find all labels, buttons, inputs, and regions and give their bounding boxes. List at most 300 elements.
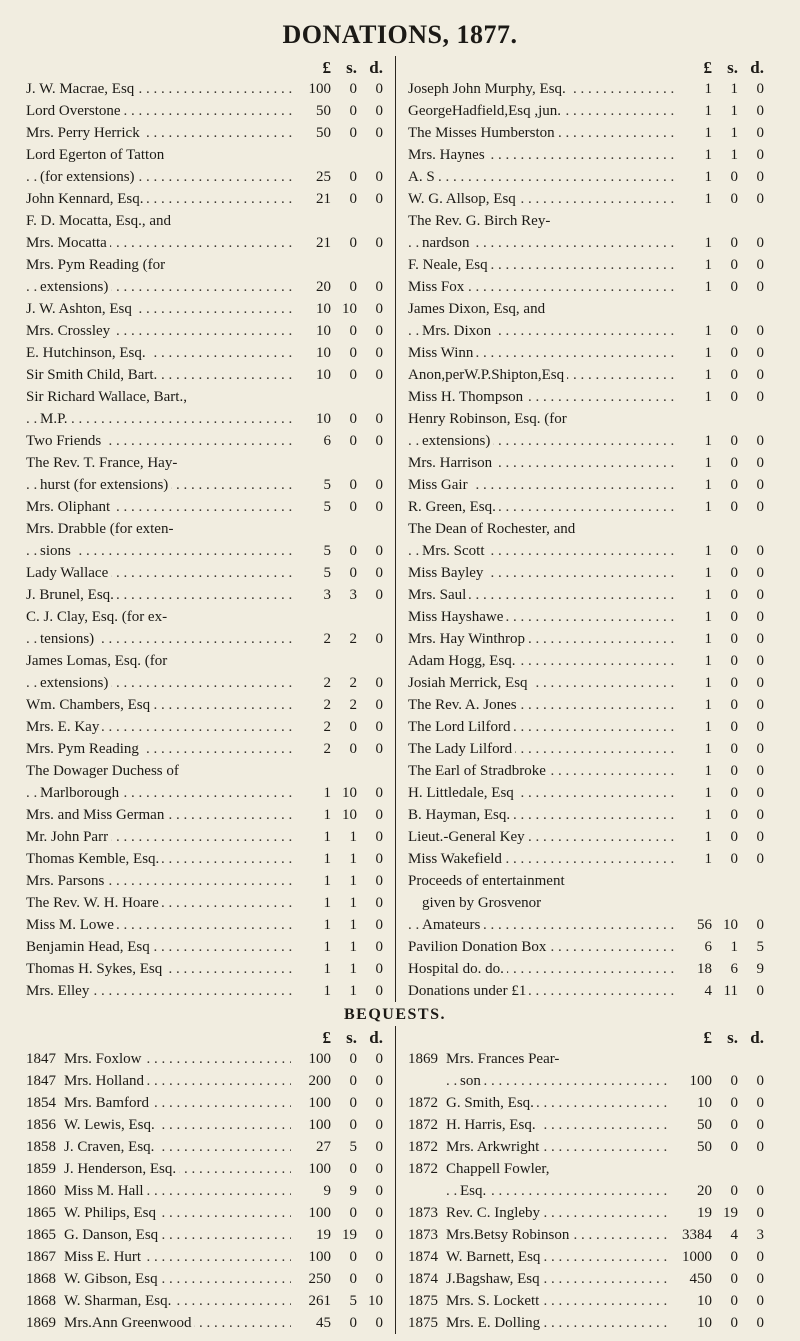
amount-pounds: 1: [704, 389, 712, 405]
amount-pence: 0: [756, 1249, 764, 1265]
amount-pence: 0: [756, 477, 764, 493]
currency-header: £ s. d.: [703, 1028, 764, 1047]
bequest-name: Esq. . . .: [446, 1180, 672, 1202]
amount-pounds: 5: [323, 565, 331, 581]
amount-shillings: 0: [730, 609, 738, 625]
amount-shillings: 0: [730, 257, 738, 273]
amount-shillings: 1: [730, 81, 738, 97]
amount-pounds: 450: [689, 1271, 712, 1287]
amount-shillings: 1: [730, 939, 738, 955]
bequest-row: [408, 1092, 764, 1114]
donor-name: Miss Gair . . .: [408, 474, 676, 496]
donation-row: [408, 78, 764, 100]
amount-shillings: 9: [349, 1183, 357, 1199]
amount-shillings: 0: [349, 719, 357, 735]
donor-name: Mrs. Scott . . .: [408, 540, 676, 562]
donor-name: Lieut.-General Key . . .: [408, 826, 676, 848]
bequest-row: [408, 1180, 764, 1202]
donation-row: [26, 606, 383, 628]
amount-shillings: 0: [730, 191, 738, 207]
bequest-name: Mrs. S. Lockett . . .: [446, 1290, 672, 1312]
donor-name: Mrs. Perry Herrick . . .: [26, 122, 295, 144]
currency-header: £ s. d.: [322, 1028, 383, 1047]
amount-pounds: 2: [323, 719, 331, 735]
amount-shillings: 19: [342, 1227, 357, 1243]
donation-row: [26, 232, 383, 254]
donor-name: Mrs. Saul . . .: [408, 584, 676, 606]
donor-name: Joseph John Murphy, Esq. . . .: [408, 78, 676, 100]
amount-pounds: 6: [323, 433, 331, 449]
amount-pence: 0: [375, 939, 383, 955]
amount-pounds: 2: [323, 675, 331, 691]
donor-name: Miss Wakefield . . .: [408, 848, 676, 870]
amount-pence: 0: [756, 543, 764, 559]
amount-pounds: 1: [704, 125, 712, 141]
amount-pounds: 2: [323, 741, 331, 757]
amount-pence: 0: [375, 587, 383, 603]
amount-shillings: 1: [349, 917, 357, 933]
amount-pounds: 19: [316, 1227, 331, 1243]
donation-row: [408, 584, 764, 606]
amount-pence: 0: [375, 961, 383, 977]
currency-header: £ s. d.: [703, 58, 764, 77]
bequests-right-column: [395, 1026, 764, 1334]
amount-shillings: 0: [730, 1271, 738, 1287]
bequest-name: J. Henderson, Esq. . . .: [64, 1158, 291, 1180]
amount-pence: 0: [375, 675, 383, 691]
amount-pounds: 1: [704, 829, 712, 845]
amount-pence: 0: [756, 741, 764, 757]
amount-shillings: 0: [730, 851, 738, 867]
amount-shillings: 0: [730, 1293, 738, 1309]
amount-shillings: 0: [349, 1051, 357, 1067]
amount-pence: 0: [756, 609, 764, 625]
donation-row: [408, 672, 764, 694]
donation-row: [26, 122, 383, 144]
amount-pence: 0: [375, 917, 383, 933]
donor-name: Wm. Chambers, Esq . . .: [26, 694, 295, 716]
bequest-year: 1873: [408, 1205, 438, 1221]
amount-pence: 0: [375, 543, 383, 559]
bequest-row: [408, 1268, 764, 1290]
amount-pence: 0: [375, 1073, 383, 1089]
amount-pence: 0: [756, 983, 764, 999]
amount-shillings: 0: [730, 763, 738, 779]
bequest-year: 1865: [26, 1205, 56, 1221]
amount-pounds: 100: [689, 1073, 712, 1089]
donor-name: sions . . .: [26, 540, 295, 562]
amount-pence: 0: [756, 785, 764, 801]
donation-row: [408, 408, 764, 430]
amount-pence: 0: [375, 411, 383, 427]
amount-pounds: 1: [323, 873, 331, 889]
bequest-name: W. Sharman, Esq. . . .: [64, 1290, 291, 1312]
amount-pence: 5: [756, 939, 764, 955]
amount-shillings: 0: [349, 191, 357, 207]
amount-shillings: 2: [349, 631, 357, 647]
donation-row: [408, 144, 764, 166]
donation-row: [408, 496, 764, 518]
amount-pounds: 1: [323, 851, 331, 867]
donation-row: [408, 342, 764, 364]
donation-row: [408, 958, 764, 980]
amount-shillings: 0: [730, 587, 738, 603]
amount-shillings: 1: [730, 147, 738, 163]
donor-name: M.P. . . .: [26, 408, 295, 430]
donation-row: [408, 738, 764, 760]
amount-pounds: 1: [323, 939, 331, 955]
donation-row: [408, 870, 764, 892]
donation-row: [408, 606, 764, 628]
bequest-year: 1872: [408, 1117, 438, 1133]
amount-pence: 0: [375, 433, 383, 449]
donation-row: [26, 540, 383, 562]
bequest-row: [408, 1290, 764, 1312]
donor-name: Lord Egerton of Tatton: [26, 144, 295, 166]
bequest-year: 1868: [26, 1293, 56, 1309]
donor-name: GeorgeHadfield,Esq ,jun. . . .: [408, 100, 676, 122]
donation-row: [408, 628, 764, 650]
amount-pounds: 100: [308, 1117, 331, 1133]
amount-pounds: 1: [704, 565, 712, 581]
donor-name: extensions) . . .: [408, 430, 676, 452]
amount-pence: 0: [756, 389, 764, 405]
amount-pounds: 1: [704, 147, 712, 163]
donor-name: Miss M. Lowe . . .: [26, 914, 295, 936]
amount-shillings: 0: [730, 455, 738, 471]
amount-shillings: 0: [730, 1249, 738, 1265]
amount-pounds: 1: [704, 543, 712, 559]
donation-row: [408, 166, 764, 188]
amount-shillings: 0: [730, 543, 738, 559]
amount-pence: 0: [756, 807, 764, 823]
donor-name: F. D. Mocatta, Esq., and: [26, 210, 295, 232]
donor-name: Miss Fox . . .: [408, 276, 676, 298]
amount-pence: 0: [756, 1293, 764, 1309]
amount-pounds: 5: [323, 543, 331, 559]
amount-pence: 0: [756, 719, 764, 735]
donor-name: Adam Hogg, Esq. . . .: [408, 650, 676, 672]
amount-shillings: 11: [723, 983, 738, 999]
amount-pence: 0: [375, 829, 383, 845]
currency-header: £ s. d.: [322, 58, 383, 77]
amount-pounds: 1: [704, 763, 712, 779]
bequest-name: G. Danson, Esq . . .: [64, 1224, 291, 1246]
amount-shillings: 0: [349, 345, 357, 361]
bequest-name: W. Lewis, Esq. . . .: [64, 1114, 291, 1136]
amount-pounds: 1: [704, 235, 712, 251]
bequest-year: 1865: [26, 1227, 56, 1243]
amount-pounds: 1: [323, 983, 331, 999]
donor-name: The Dean of Rochester, and: [408, 518, 676, 540]
amount-shillings: 0: [730, 785, 738, 801]
bequest-row: [26, 1114, 383, 1136]
amount-pounds: 1: [323, 807, 331, 823]
donor-name: Mrs. Harrison . . .: [408, 452, 676, 474]
bequest-name: J. Craven, Esq. . . .: [64, 1136, 291, 1158]
amount-pence: 0: [756, 565, 764, 581]
bequest-year: 1874: [408, 1271, 438, 1287]
amount-shillings: 0: [349, 169, 357, 185]
bequest-name: Mrs. Bamford . . .: [64, 1092, 291, 1114]
amount-pence: 0: [375, 565, 383, 581]
donations-right-column: [395, 56, 764, 1002]
donor-name: Two Friends . . .: [26, 430, 295, 452]
bequest-row: [408, 1136, 764, 1158]
donation-row: [26, 430, 383, 452]
bequest-year: 1847: [26, 1073, 56, 1089]
donation-row: [26, 518, 383, 540]
amount-shillings: 3: [349, 587, 357, 603]
donation-row: [26, 452, 383, 474]
donation-row: [26, 188, 383, 210]
amount-pounds: 1: [704, 587, 712, 603]
amount-shillings: 0: [730, 631, 738, 647]
donor-name: J. Brunel, Esq. . . .: [26, 584, 295, 606]
amount-pence: 10: [368, 1293, 383, 1309]
amount-pence: 0: [375, 367, 383, 383]
amount-pence: 0: [756, 191, 764, 207]
amount-pounds: 50: [697, 1139, 712, 1155]
donation-row: [26, 804, 383, 826]
donation-row: [408, 452, 764, 474]
donor-name: J. W. Ashton, Esq . . .: [26, 298, 295, 320]
amount-shillings: 4: [730, 1227, 738, 1243]
donor-name: Miss Winn . . .: [408, 342, 676, 364]
bequest-row: [26, 1070, 383, 1092]
amount-pounds: 10: [697, 1315, 712, 1331]
amount-shillings: 5: [349, 1293, 357, 1309]
donor-name: The Rev. A. Jones . . .: [408, 694, 676, 716]
amount-pounds: 261: [308, 1293, 331, 1309]
amount-shillings: 0: [730, 653, 738, 669]
amount-pence: 0: [756, 1117, 764, 1133]
amount-shillings: 0: [730, 169, 738, 185]
amount-pence: 0: [756, 257, 764, 273]
donor-name: W. G. Allsop, Esq . . .: [408, 188, 676, 210]
amount-shillings: 0: [730, 499, 738, 515]
amount-pence: 0: [756, 1205, 764, 1221]
donation-row: [26, 848, 383, 870]
amount-pounds: 1: [704, 345, 712, 361]
bequest-year: 1872: [408, 1095, 438, 1111]
bequest-row: [26, 1202, 383, 1224]
donation-row: [26, 694, 383, 716]
amount-pence: 0: [375, 807, 383, 823]
amount-pounds: 19: [697, 1205, 712, 1221]
donation-row: [26, 254, 383, 276]
bequest-year: 1874: [408, 1249, 438, 1265]
donation-row: [408, 210, 764, 232]
amount-pounds: 1: [704, 169, 712, 185]
donor-name: The Rev. G. Birch Rey-: [408, 210, 676, 232]
bequest-year: 1859: [26, 1161, 56, 1177]
donor-name: James Dixon, Esq, and: [408, 298, 676, 320]
amount-shillings: 1: [730, 125, 738, 141]
bequest-name: Mrs. Arkwright . . .: [446, 1136, 672, 1158]
bequest-row: [26, 1180, 383, 1202]
donation-row: [26, 276, 383, 298]
bequest-name: Mrs. E. Dolling . . .: [446, 1312, 672, 1334]
amount-shillings: 0: [730, 807, 738, 823]
amount-shillings: 1: [349, 851, 357, 867]
amount-shillings: 0: [730, 1095, 738, 1111]
donation-row: [408, 254, 764, 276]
amount-shillings: 0: [730, 345, 738, 361]
amount-pence: 0: [756, 279, 764, 295]
donor-name: Mrs. Mocatta . . .: [26, 232, 295, 254]
amount-pounds: 1: [704, 675, 712, 691]
amount-pounds: 1: [323, 829, 331, 845]
donor-name: extensions) . . .: [26, 276, 295, 298]
amount-shillings: 10: [342, 301, 357, 317]
donation-row: [408, 936, 764, 958]
amount-pounds: 1: [704, 477, 712, 493]
amount-shillings: 0: [349, 1161, 357, 1177]
amount-pence: 0: [375, 1315, 383, 1331]
amount-pounds: 100: [308, 1051, 331, 1067]
donation-row: [408, 848, 764, 870]
amount-shillings: 2: [349, 697, 357, 713]
bequest-name: W. Gibson, Esq . . .: [64, 1268, 291, 1290]
bequests-title: BEQUESTS.: [344, 1006, 446, 1023]
amount-pounds: 1: [704, 103, 712, 119]
amount-pounds: 1: [704, 455, 712, 471]
donation-row: [26, 980, 383, 1002]
amount-pence: 0: [756, 1095, 764, 1111]
amount-pence: 0: [375, 719, 383, 735]
donor-name: hurst (for extensions) . . .: [26, 474, 295, 496]
bequest-name: Miss M. Hall . . .: [64, 1180, 291, 1202]
amount-shillings: 0: [349, 1095, 357, 1111]
bequest-row: [26, 1246, 383, 1268]
donation-row: [26, 562, 383, 584]
donor-name: James Lomas, Esq. (for: [26, 650, 295, 672]
bequest-year: 1869: [26, 1315, 56, 1331]
amount-pence: 0: [375, 1051, 383, 1067]
amount-pence: 0: [375, 125, 383, 141]
donor-name: Hospital do. do. . . .: [408, 958, 676, 980]
amount-shillings: 0: [730, 235, 738, 251]
amount-shillings: 1: [349, 873, 357, 889]
bequest-row: [26, 1312, 383, 1334]
amount-pounds: 1: [704, 323, 712, 339]
amount-pence: 0: [375, 279, 383, 295]
amount-shillings: 0: [730, 719, 738, 735]
amount-pence: 0: [375, 169, 383, 185]
amount-pounds: 2: [323, 697, 331, 713]
donation-row: [408, 122, 764, 144]
amount-pounds: 10: [316, 345, 331, 361]
amount-pence: 0: [375, 1183, 383, 1199]
amount-pence: 0: [375, 697, 383, 713]
donor-name: The Lady Lilford . . .: [408, 738, 676, 760]
donor-name: H. Littledale, Esq . . .: [408, 782, 676, 804]
donor-name: Mrs. Crossley . . .: [26, 320, 295, 342]
amount-pounds: 1: [704, 609, 712, 625]
donation-row: [408, 694, 764, 716]
amount-pounds: 21: [316, 191, 331, 207]
amount-pounds: 100: [308, 1161, 331, 1177]
amount-pounds: 21: [316, 235, 331, 251]
donation-row: [408, 892, 764, 914]
donor-name: Sir Richard Wallace, Bart.,: [26, 386, 295, 408]
amount-pounds: 10: [316, 301, 331, 317]
donation-row: [26, 936, 383, 958]
amount-shillings: 0: [349, 499, 357, 515]
donation-row: [26, 166, 383, 188]
bequest-name: Mrs. Holland . . .: [64, 1070, 291, 1092]
amount-shillings: 0: [730, 323, 738, 339]
amount-pence: 0: [756, 763, 764, 779]
amount-shillings: 0: [730, 389, 738, 405]
amount-shillings: 0: [349, 103, 357, 119]
bequest-row: [26, 1048, 383, 1070]
amount-shillings: 1: [349, 939, 357, 955]
amount-pence: 0: [756, 1139, 764, 1155]
amount-pence: 0: [756, 235, 764, 251]
amount-pounds: 1: [704, 367, 712, 383]
donor-name: R. Green, Esq. . . .: [408, 496, 676, 518]
amount-pence: 0: [756, 147, 764, 163]
donation-row: [26, 584, 383, 606]
donation-row: [26, 958, 383, 980]
bequest-year: 1854: [26, 1095, 56, 1111]
bequest-row: [408, 1246, 764, 1268]
donation-row: [408, 826, 764, 848]
donor-name: nardson . . .: [408, 232, 676, 254]
donation-row: [26, 628, 383, 650]
amount-shillings: 0: [349, 477, 357, 493]
donor-name: The Dowager Duchess of: [26, 760, 295, 782]
amount-pounds: 9: [323, 1183, 331, 1199]
donation-row: [408, 716, 764, 738]
donation-row: [408, 914, 764, 936]
amount-shillings: 0: [730, 697, 738, 713]
amount-pence: 0: [756, 587, 764, 603]
amount-pence: 0: [375, 1227, 383, 1243]
donation-row: [26, 826, 383, 848]
donation-row: [26, 738, 383, 760]
amount-pounds: 1: [704, 433, 712, 449]
donation-row: [408, 188, 764, 210]
amount-shillings: 0: [730, 565, 738, 581]
amount-pence: 0: [375, 1117, 383, 1133]
bequest-row: [408, 1224, 764, 1246]
amount-pence: 0: [375, 741, 383, 757]
donation-row: [408, 760, 764, 782]
amount-shillings: 0: [730, 433, 738, 449]
amount-pounds: 1: [704, 191, 712, 207]
donation-row: [408, 320, 764, 342]
amount-pence: 0: [756, 455, 764, 471]
amount-shillings: 0: [349, 1073, 357, 1089]
amount-pence: 0: [756, 1271, 764, 1287]
amount-shillings: 0: [730, 1117, 738, 1133]
amount-pence: 0: [756, 169, 764, 185]
donation-row: [26, 870, 383, 892]
bequest-year: 1873: [408, 1227, 438, 1243]
donation-row: [408, 650, 764, 672]
amount-pence: 0: [756, 631, 764, 647]
bequest-row: [408, 1114, 764, 1136]
amount-shillings: 0: [349, 81, 357, 97]
donation-row: [26, 144, 383, 166]
amount-pence: 0: [375, 1249, 383, 1265]
amount-pence: 0: [756, 81, 764, 97]
donor-name: Miss H. Thompson . . .: [408, 386, 676, 408]
donor-name: B. Hayman, Esq. . . .: [408, 804, 676, 826]
